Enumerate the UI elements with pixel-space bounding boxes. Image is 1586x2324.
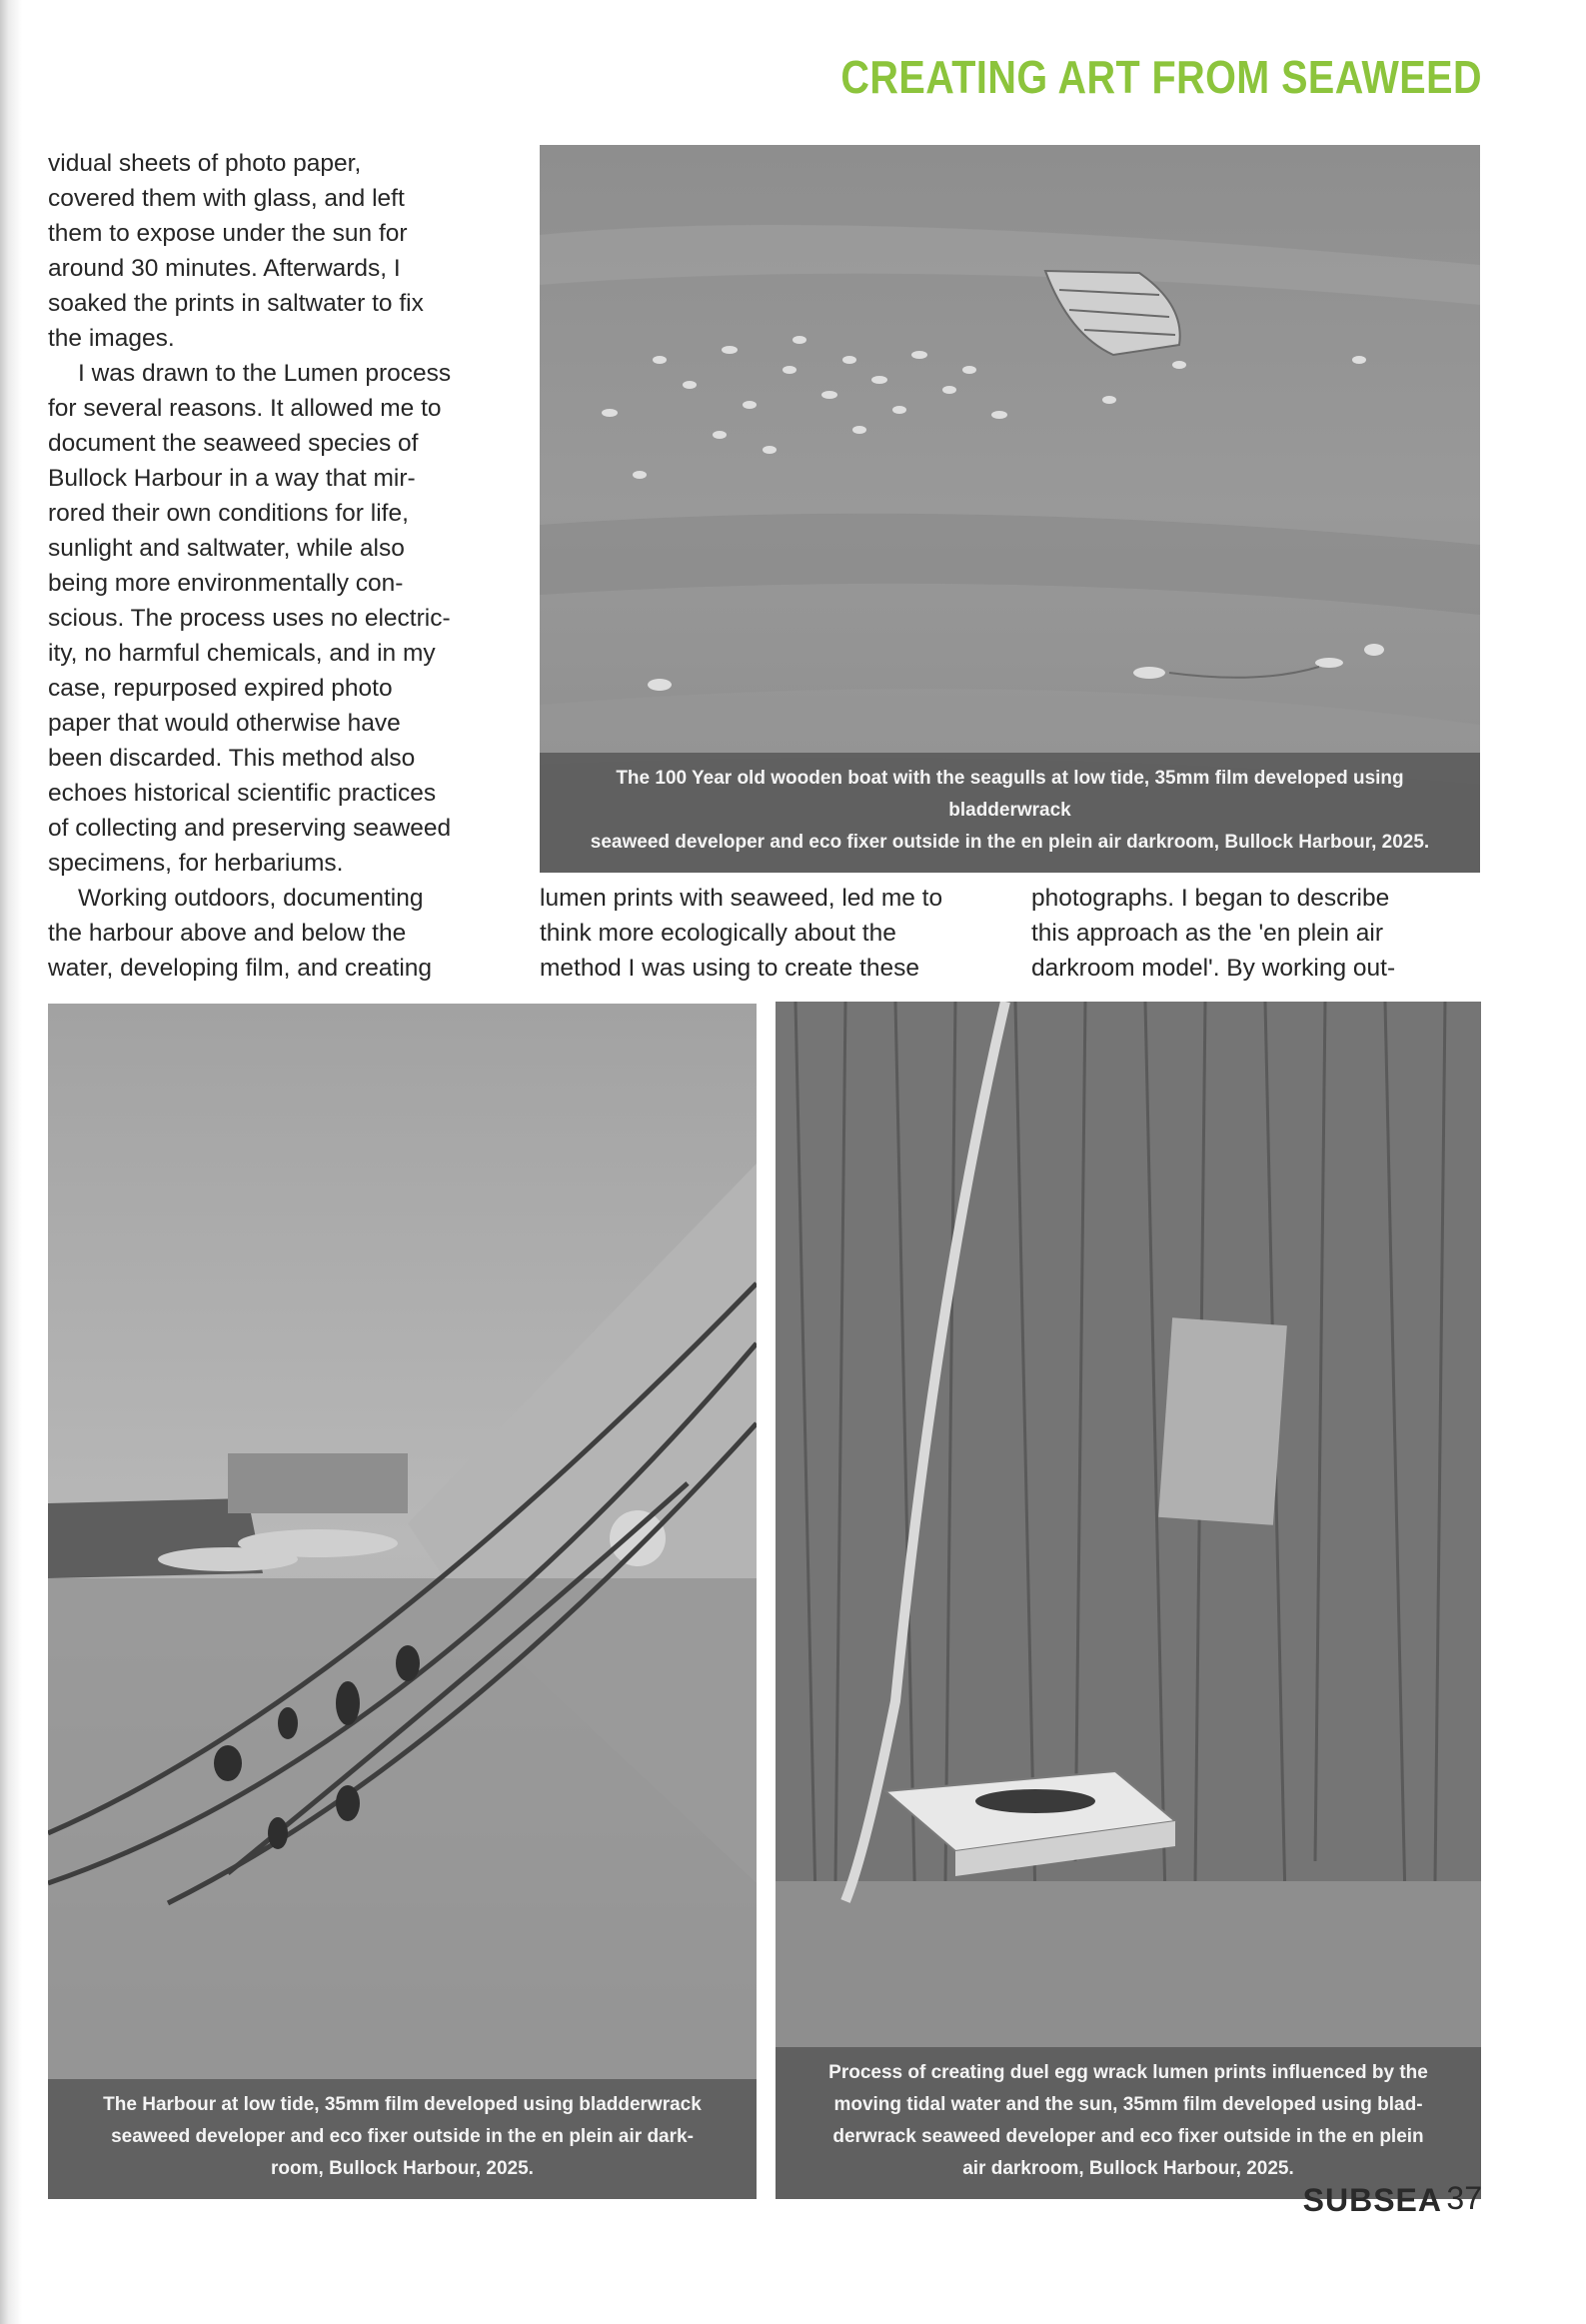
- photo-caption: Process of creating duel egg wrack lumen prints influenced by the moving tidal water and the sun, 35mm film developed using blad- derwrack seaweed developer and eco fixer outside in the en plein air darkroom, Bullock Harbour, 2025.: [776, 2047, 1481, 2199]
- article-column-1: [48, 146, 510, 986]
- photo-boat-seagulls: [540, 145, 1480, 873]
- buoy: [610, 1510, 666, 1566]
- article-column-2: [540, 881, 1009, 986]
- photo-harbour-low-tide: [48, 1004, 757, 2199]
- article-paragraph: lumen prints with seaweed, led me to think more ecologically about the method I was using to create these: [540, 885, 943, 982]
- article-paragraph: Working outdoors, documenting the harbour above and below the water, developing film, and creating: [48, 885, 433, 982]
- photo-lumen-process: [776, 1002, 1481, 2199]
- article-paragraph: vidual sheets of photo paper, covered them with glass, and left them to expose under the sun for around 30 minutes. Afterwards, I soaked the prints in saltwater to fix the images.: [48, 150, 424, 352]
- photo-caption: The 100 Year old wooden boat with the seagulls at low tide, 35mm film developed using bladderwrack seaweed developer and eco fixer outside in the en plein air darkroom, Bullock Harbour, 2025.: [540, 753, 1480, 873]
- article-paragraph: I was drawn to the Lumen process for several reasons. It allowed me to document the seaweed species of Bullock Harbour in a way that mir- rored their own conditions for life, sunlight and saltwater, while also being more environmentally con- scious. The process uses no electric- ity, no harmful chemicals, and in my case, repurposed expired photo paper that would otherwise have been discarded. This method also echoes historical scientific practices of collecting and preserving seaweed specimens, for herbariums.: [48, 360, 452, 877]
- lumen-print-paper: [1158, 1317, 1287, 1525]
- lumen-process-image: [776, 1002, 1481, 2199]
- photo-caption: The Harbour at low tide, 35mm film developed using bladderwrack seaweed developer and eco fixer outside in the en plein air dark- room, Bullock Harbour, 2025.: [48, 2079, 757, 2199]
- page-number: 37: [1446, 2180, 1482, 2216]
- section-title: CREATING ART FROM SEAWEED: [840, 51, 1482, 103]
- article-paragraph: photographs. I began to describe this approach as the 'en plein air darkroom model'. By working out-: [1031, 885, 1396, 982]
- page-edge-shadow: [0, 0, 22, 2324]
- article-column-3: [1031, 881, 1481, 986]
- harbour-image: [48, 1004, 757, 2199]
- magazine-brand: SUBSEA: [1302, 2182, 1442, 2218]
